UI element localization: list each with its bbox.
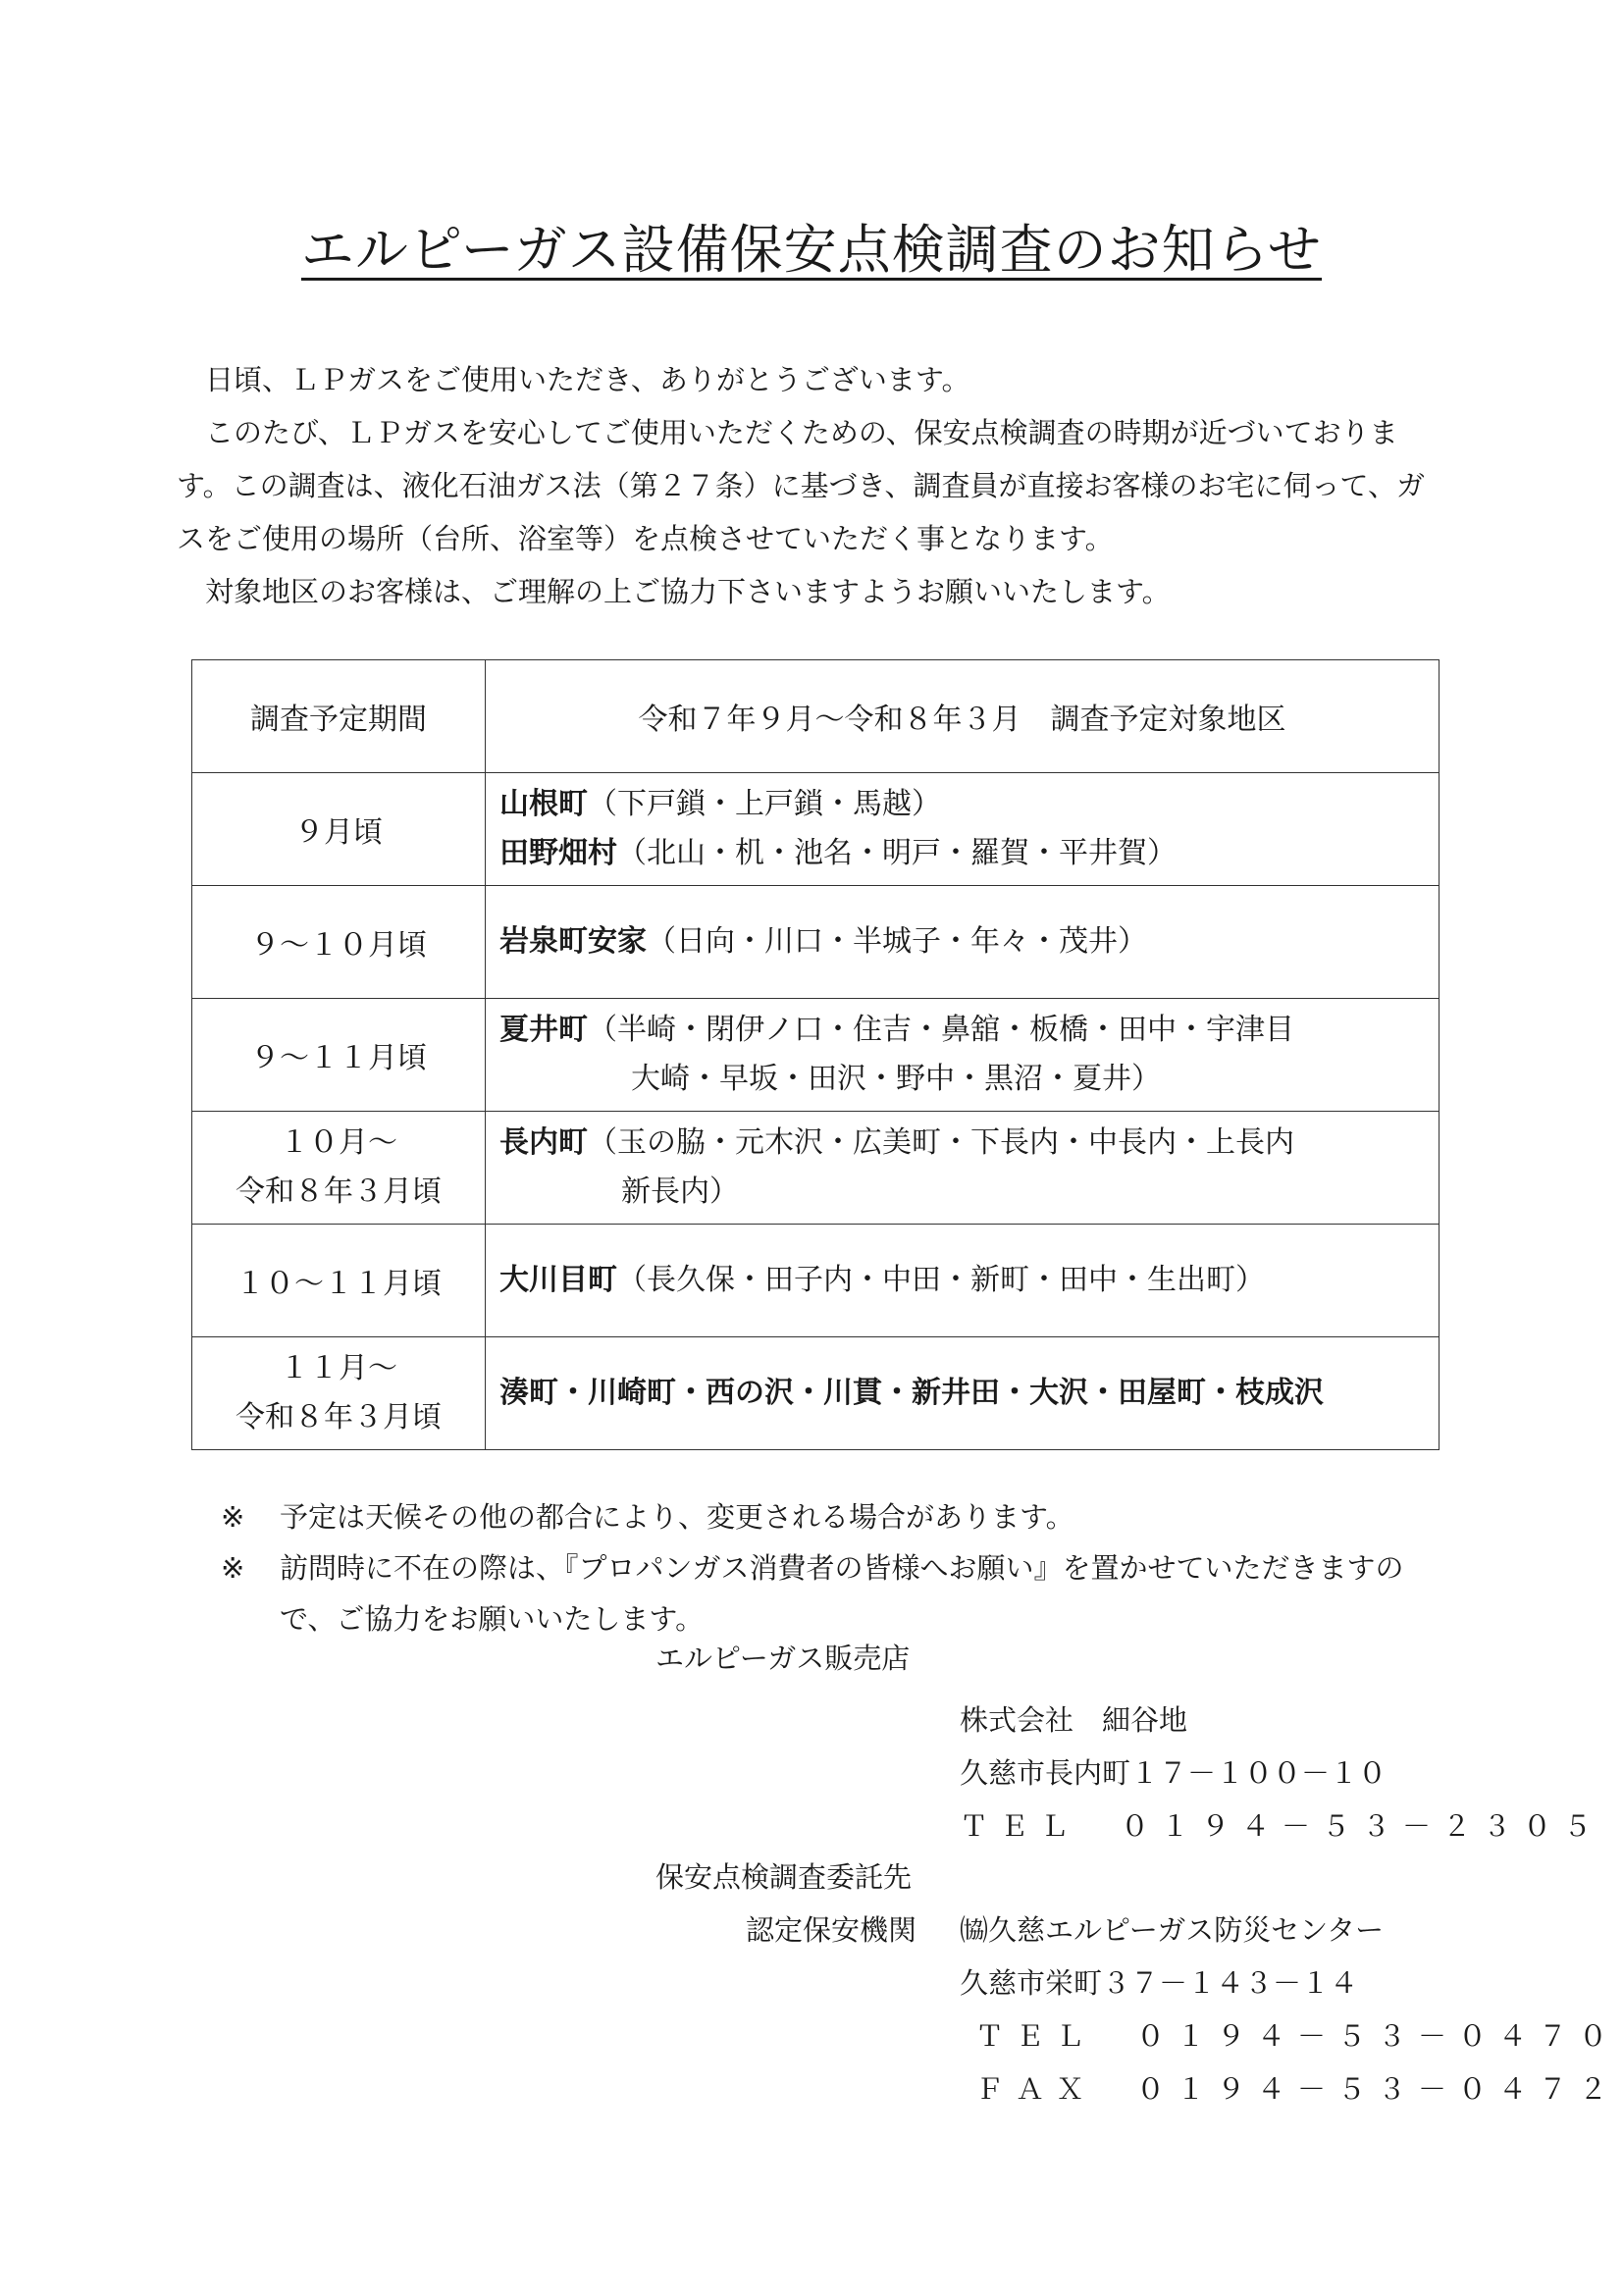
page-title bbox=[0, 208, 1623, 284]
district-list: （長久保・田子内・中田・新町・田中・生出町） bbox=[617, 1263, 1265, 1297]
period-line: 令和８年３月頃 bbox=[236, 1174, 442, 1209]
intro-section bbox=[177, 353, 1442, 618]
period-line: １０月～ bbox=[280, 1125, 397, 1160]
note-item bbox=[221, 1491, 1457, 1542]
row-period bbox=[192, 886, 486, 999]
town-name: 長内町 bbox=[499, 1125, 588, 1160]
district-list: （半崎・閉伊ノ口・住吉・鼻舘・板橋・田中・宇津目 bbox=[588, 1013, 1294, 1047]
seller-heading: エルピーガス販売店 bbox=[655, 1642, 911, 1675]
area-line bbox=[499, 1119, 1438, 1168]
town-name: 山根町 bbox=[499, 787, 588, 821]
intro-paragraph-1: 日頃、ＬＰガスをご使用いただき、ありがとうございます。 bbox=[205, 363, 970, 396]
area-line bbox=[499, 1256, 1438, 1305]
header-area: 令和７年９月～令和８年３月 調査予定対象地区 bbox=[486, 660, 1440, 773]
period-line: ９月頃 bbox=[294, 815, 383, 850]
inspection-label: 認定保安機関 bbox=[746, 1913, 917, 1947]
period-line: 令和８年３月頃 bbox=[236, 1400, 442, 1435]
area-line bbox=[499, 829, 1438, 878]
row-period bbox=[192, 773, 486, 886]
inspection-fax: ＦＡＸ ０１９４－５３－０４７２ bbox=[975, 2072, 1620, 2106]
row-area bbox=[486, 886, 1440, 999]
note-mark: ※ bbox=[221, 1551, 245, 1585]
header-period: 調査予定期間 bbox=[192, 660, 486, 773]
town-name: 田野畑村 bbox=[499, 836, 617, 870]
seller-tel: ＴＥＬ ０１９４－５３－２３０５ bbox=[960, 1809, 1604, 1843]
row-area bbox=[486, 1337, 1440, 1450]
row-area bbox=[486, 773, 1440, 886]
table-row bbox=[192, 999, 1440, 1112]
seller-info bbox=[960, 1694, 1603, 1852]
intro-paragraph-2: このたび、ＬＰガスを安心してご使用いただくための、保安点検調査の時期が近づいております。この調査は、液化石油ガス法（第２７条）に基づき、調査員が直接お客様のお宅に伺って、ガスをご使用の場所（台所、浴室等）を点検させていただく事となります。 bbox=[177, 416, 1425, 555]
notes-section bbox=[221, 1491, 1457, 1644]
row-area bbox=[486, 1225, 1440, 1337]
table-row bbox=[192, 1337, 1440, 1450]
town-list-bold: 湊町・川崎町・西の沢・川貫・新井田・大沢・田屋町・枝成沢 bbox=[499, 1376, 1324, 1410]
inspection-info bbox=[960, 1904, 1619, 2115]
inspection-tel: ＴＥＬ ０１９４－５３－０４７０ bbox=[975, 2019, 1620, 2053]
note-mark: ※ bbox=[221, 1500, 245, 1534]
district-list: （下戸鎖・上戸鎖・馬越） bbox=[588, 787, 941, 821]
inspection-heading: 保安点検調査委託先 bbox=[655, 1860, 913, 1894]
row-period bbox=[192, 1112, 486, 1225]
town-name: 大川目町 bbox=[499, 1263, 617, 1297]
table-row bbox=[192, 1112, 1440, 1225]
period-line: １０～１１月頃 bbox=[236, 1267, 442, 1301]
area-line bbox=[499, 1006, 1438, 1055]
table-row bbox=[192, 886, 1440, 999]
row-period bbox=[192, 999, 486, 1112]
table-header-row bbox=[192, 660, 1440, 773]
row-period bbox=[192, 1225, 486, 1337]
row-area bbox=[486, 999, 1440, 1112]
district-list: （北山・机・池名・明戸・羅賀・平井賀） bbox=[617, 836, 1177, 870]
note-item bbox=[221, 1542, 1457, 1644]
note-text: 訪問時に不在の際は、『プロパンガス消費者の皆様へお願い』を置かせていただきますので、ご協力をお願いいたします。 bbox=[280, 1551, 1404, 1636]
schedule-table bbox=[191, 659, 1440, 1450]
period-line: ９～１１月頃 bbox=[250, 1041, 427, 1075]
area-line bbox=[499, 917, 1438, 966]
row-area bbox=[486, 1112, 1440, 1225]
district-list: （玉の脇・元木沢・広美町・下長内・中長内・上長内 bbox=[588, 1125, 1294, 1160]
town-name: 夏井町 bbox=[499, 1013, 588, 1047]
inspection-org: ㈿久慈エルピーガス防災センター bbox=[960, 1913, 1385, 1947]
page-title-text: エルピーガス設備保安点検調査のお知らせ bbox=[300, 219, 1323, 281]
area-line-continued: 大崎・早坂・田沢・野中・黒沼・夏井） bbox=[631, 1062, 1161, 1096]
note-text: 予定は天候その他の都合により、変更される場合があります。 bbox=[280, 1500, 1074, 1534]
seller-company: 株式会社 細谷地 bbox=[960, 1703, 1188, 1737]
period-line: １１月～ bbox=[280, 1351, 397, 1385]
area-line-continued: 新長内） bbox=[621, 1174, 739, 1209]
inspection-address: 久慈市栄町３７－１４３－１４ bbox=[960, 1966, 1359, 2000]
town-name: 岩泉町安家 bbox=[499, 924, 647, 959]
period-line: ９～１０月頃 bbox=[250, 928, 427, 963]
intro-paragraph-3: 対象地区のお客様は、ご理解の上ご協力下さいますようお願いいたします。 bbox=[205, 575, 1171, 608]
row-period bbox=[192, 1337, 486, 1450]
seller-address: 久慈市長内町１７－１００－１０ bbox=[960, 1756, 1387, 1790]
table-row bbox=[192, 1225, 1440, 1337]
district-list: （日向・川口・半城子・年々・茂井） bbox=[647, 924, 1147, 959]
area-line bbox=[499, 780, 1438, 829]
table-row bbox=[192, 773, 1440, 886]
